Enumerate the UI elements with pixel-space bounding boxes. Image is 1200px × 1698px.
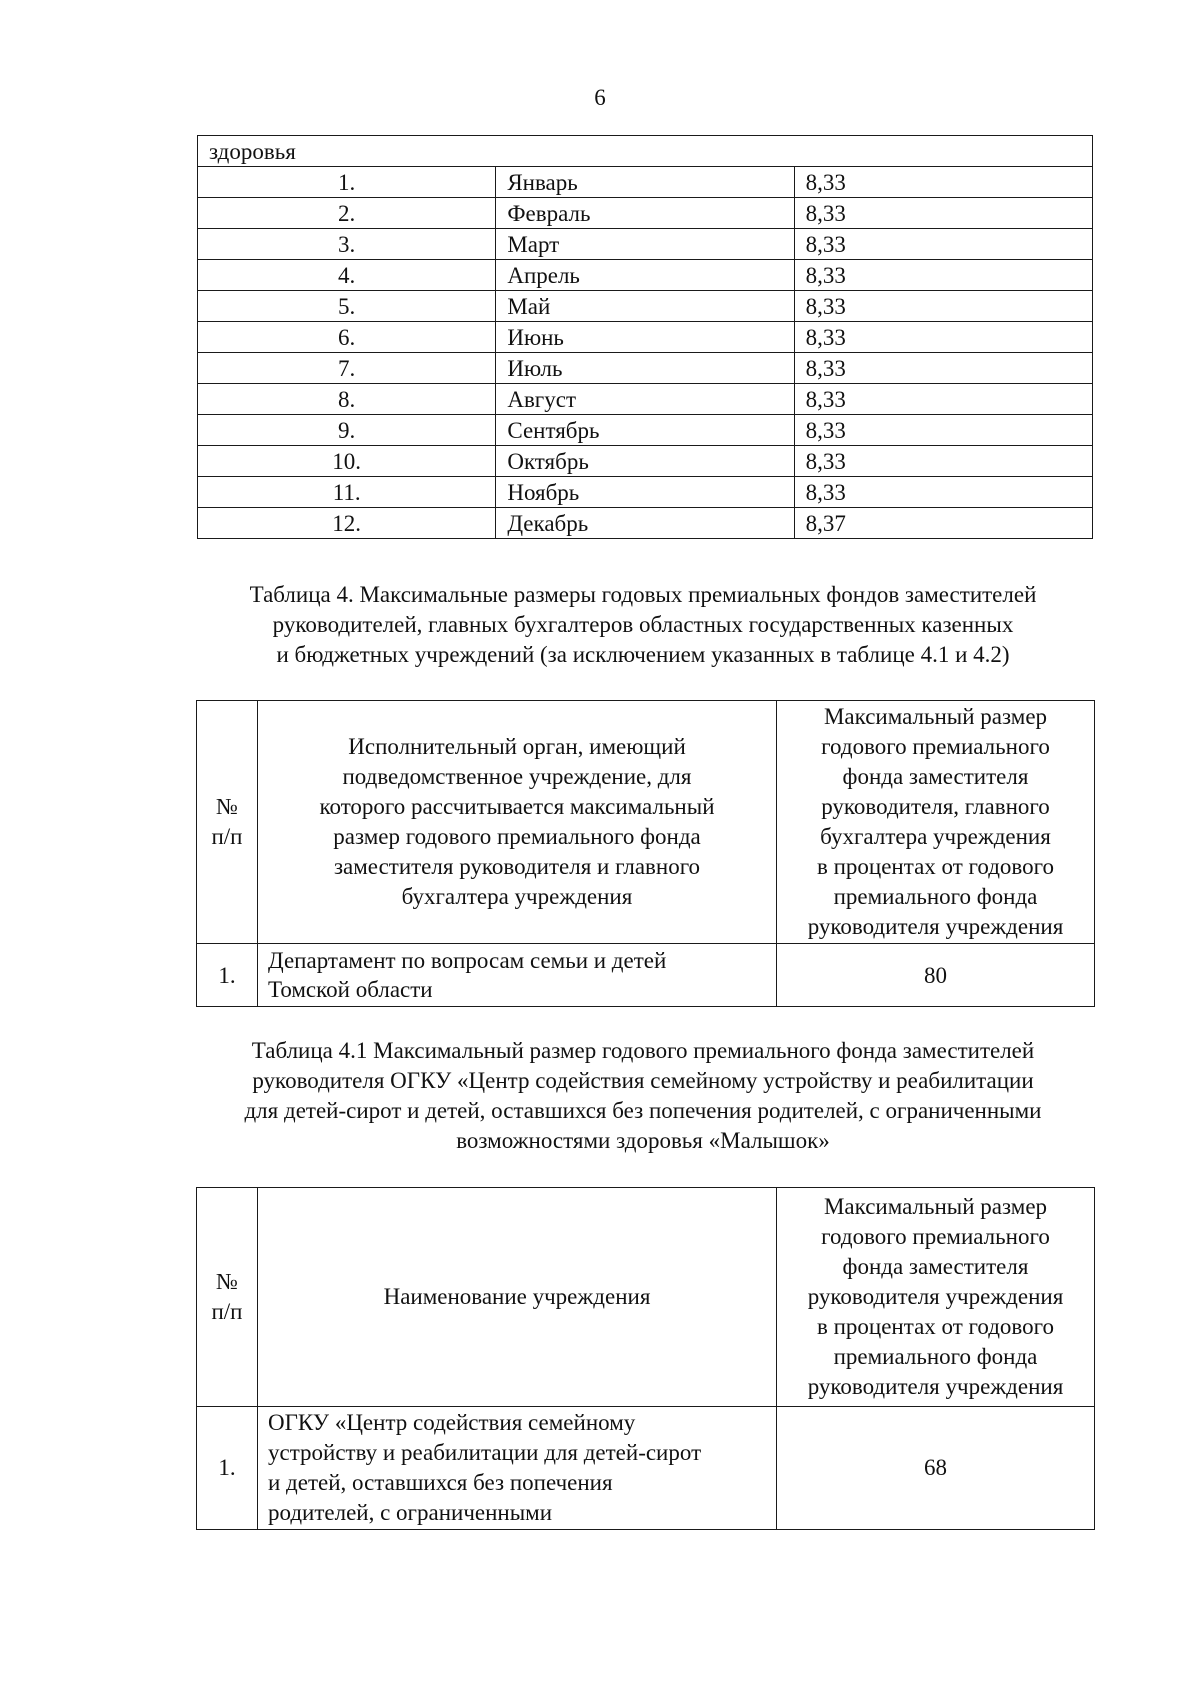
row-number: 3.: [198, 229, 496, 260]
month-name: Октябрь: [496, 446, 794, 477]
month-name: Декабрь: [496, 508, 794, 539]
header-line: Исполнительный орган, имеющий: [348, 734, 686, 759]
header-line: Максимальный размер: [823, 1194, 1048, 1219]
month-name: Июль: [496, 353, 794, 384]
table-row: [198, 446, 1093, 477]
month-value: 8,33: [794, 260, 1092, 291]
row-name-cell: [258, 1407, 777, 1530]
table-header-row: [197, 701, 1095, 944]
month-name: Июнь: [496, 322, 794, 353]
row-number: 9.: [198, 415, 496, 446]
table-row: [198, 167, 1093, 198]
month-value: 8,33: [794, 291, 1092, 322]
row-number: 6.: [198, 322, 496, 353]
header-line: фонда заместителя: [842, 764, 1029, 789]
row-number: 2.: [198, 198, 496, 229]
header-num-cell: [197, 1188, 258, 1407]
table-row: [198, 384, 1093, 415]
row-num-cell: 1.: [197, 944, 258, 1007]
table41: [196, 1187, 1095, 1530]
table4: [196, 700, 1095, 1007]
table-row: [198, 260, 1093, 291]
caption-line: для детей-сирот и детей, оставшихся без попечения родителей, с ограниченными: [244, 1098, 1042, 1123]
month-value: 8,37: [794, 508, 1092, 539]
header-line: Максимальный размер: [823, 704, 1048, 729]
month-name: Май: [496, 291, 794, 322]
header-line: в процентах от годового: [817, 1314, 1054, 1339]
table-row: [197, 1407, 1095, 1530]
header-line: годового премиального: [821, 734, 1050, 759]
header-org-cell: [258, 701, 777, 944]
month-value: 8,33: [794, 322, 1092, 353]
header-line: годового премиального: [821, 1224, 1050, 1249]
header-line: №: [216, 1269, 238, 1294]
caption-line: Таблица 4.1 Максимальный размер годового премиального фонда заместителей: [251, 1038, 1035, 1063]
month-name: Апрель: [496, 260, 794, 291]
month-name: Ноябрь: [496, 477, 794, 508]
row-number: 1.: [198, 167, 496, 198]
row-num-cell: 1.: [197, 1407, 258, 1530]
continuation-text: здоровья: [198, 136, 1093, 167]
table-header-row: [197, 1188, 1095, 1407]
month-name: Март: [496, 229, 794, 260]
table4-caption: [170, 580, 1116, 670]
row-number: 8.: [198, 384, 496, 415]
row-line: ОГКУ «Центр содействия семейному: [268, 1410, 636, 1435]
row-number: 10.: [198, 446, 496, 477]
caption-line: Таблица 4. Максимальные размеры годовых премиальных фондов заместителей: [249, 582, 1037, 607]
header-line: в процентах от годового: [817, 854, 1054, 879]
header-line: премиального фонда: [833, 1344, 1038, 1369]
header-line: премиального фонда: [833, 884, 1038, 909]
month-name: Февраль: [496, 198, 794, 229]
header-max-cell: [777, 1188, 1095, 1407]
row-line: и детей, оставшихся без попечения: [268, 1470, 613, 1495]
table-row: [198, 229, 1093, 260]
page-number: 6: [594, 85, 606, 110]
month-value: 8,33: [794, 446, 1092, 477]
table-row: [198, 322, 1093, 353]
table-row: [198, 291, 1093, 322]
header-line: руководителя учреждения: [807, 914, 1064, 939]
row-value-cell: 68: [777, 1407, 1095, 1530]
header-line: которого рассчитывается максимальный: [319, 794, 715, 819]
month-name: Август: [496, 384, 794, 415]
row-line: Департамент по вопросам семьи и детей: [268, 948, 667, 973]
header-line: руководителя учреждения: [807, 1374, 1064, 1399]
header-num-cell: [197, 701, 258, 944]
table-row: [197, 944, 1095, 1007]
row-line: устройству и реабилитации для детей-сирот: [268, 1440, 702, 1465]
caption-line: руководителя ОГКУ «Центр содействия семейному устройству и реабилитации: [252, 1068, 1034, 1093]
caption-line: руководителей, главных бухгалтеров областных государственных казенных: [272, 612, 1014, 637]
header-name-cell: Наименование учреждения: [258, 1188, 777, 1407]
header-line: размер годового премиального фонда: [333, 824, 701, 849]
row-line: Томской области: [268, 977, 433, 1002]
month-value: 8,33: [794, 353, 1092, 384]
row-number: 4.: [198, 260, 496, 291]
row-number: 7.: [198, 353, 496, 384]
header-line: бухгалтера учреждения: [820, 824, 1051, 849]
table-row: [198, 508, 1093, 539]
month-name: Сентябрь: [496, 415, 794, 446]
table-row: [198, 477, 1093, 508]
row-number: 5.: [198, 291, 496, 322]
header-line: руководителя, главного: [821, 794, 1050, 819]
table41-caption: [170, 1036, 1116, 1156]
row-line: родителей, с ограниченными: [268, 1500, 553, 1525]
header-max-cell: [777, 701, 1095, 944]
caption-line: возможностями здоровья «Малышок»: [456, 1128, 830, 1153]
month-value: 8,33: [794, 477, 1092, 508]
header-line: фонда заместителя: [842, 1254, 1029, 1279]
header-line: п/п: [211, 824, 243, 849]
month-value: 8,33: [794, 167, 1092, 198]
row-value-cell: 80: [777, 944, 1095, 1007]
header-line: заместителя руководителя и главного: [333, 854, 701, 879]
table-row: [198, 415, 1093, 446]
header-line: подведомственное учреждение, для: [342, 764, 692, 789]
table-row: [198, 198, 1093, 229]
row-number: 12.: [198, 508, 496, 539]
row-org-cell: [258, 944, 777, 1007]
months-table: [197, 135, 1093, 539]
caption-line: и бюджетных учреждений (за исключением указанных в таблице 4.1 и 4.2): [276, 642, 1010, 667]
header-line: №: [216, 794, 238, 819]
row-number: 11.: [198, 477, 496, 508]
header-line: бухгалтера учреждения: [401, 884, 633, 909]
header-line: п/п: [211, 1299, 243, 1324]
month-value: 8,33: [794, 198, 1092, 229]
table-row: [198, 353, 1093, 384]
month-value: 8,33: [794, 229, 1092, 260]
table-continuation-row: [198, 136, 1093, 167]
month-value: 8,33: [794, 415, 1092, 446]
month-name: Январь: [496, 167, 794, 198]
header-line: руководителя учреждения: [807, 1284, 1064, 1309]
month-value: 8,33: [794, 384, 1092, 415]
